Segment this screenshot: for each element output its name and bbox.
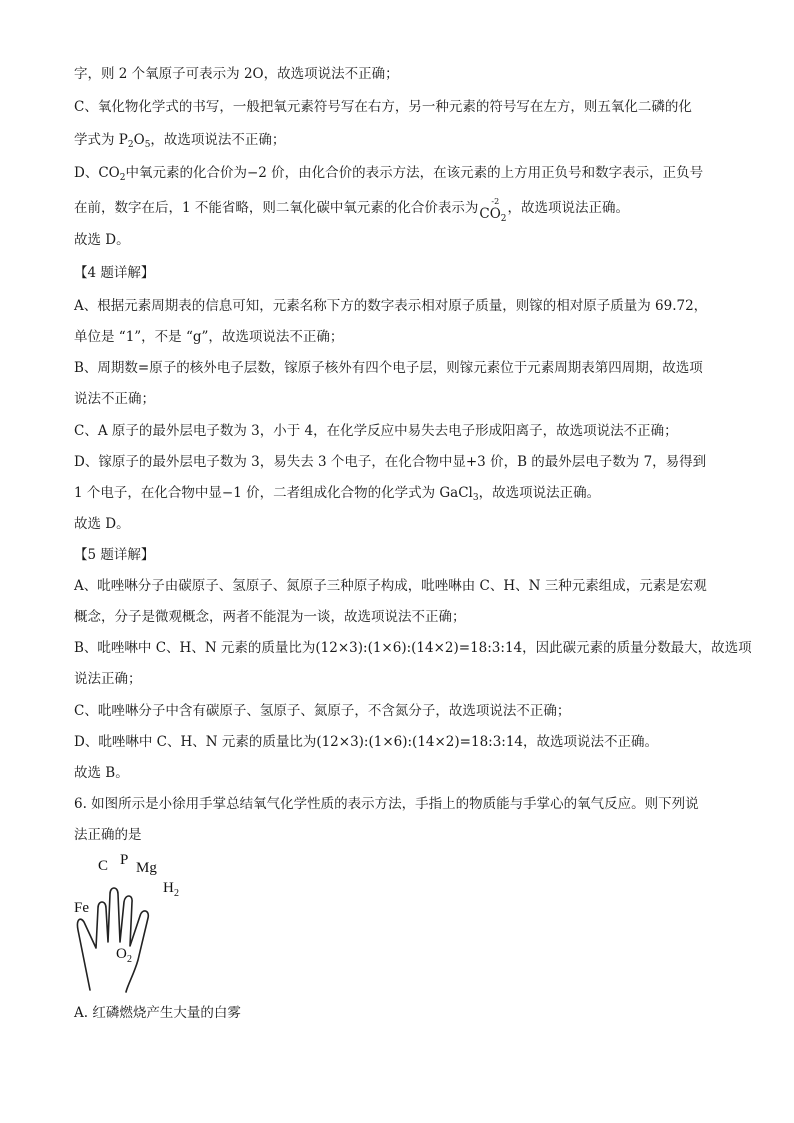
text: ，故选项说法不正确；: [150, 132, 286, 148]
text: 概念，分子是微观概念，两者不能混为一谈，故选项说法不正确；: [74, 609, 466, 625]
subscript: 2: [127, 140, 134, 150]
section-heading: [74, 263, 724, 283]
hand-diagram: [68, 850, 178, 1000]
valence-formula: [479, 197, 507, 224]
text-line: [74, 230, 724, 250]
text: B、周期数=原子的核外电子层数，镓原子核外有四个电子层，则镓元素位于元素周期表第四周期，故选项: [74, 360, 703, 376]
label-o: O: [116, 946, 127, 962]
text: O: [133, 132, 145, 148]
text-line: [74, 669, 724, 689]
question-6: [74, 794, 724, 814]
text: 6. 如图所示是小徐用手掌总结氧气化学性质的表示方法，手指上的物质能与手掌心的氧气反应。则下列说: [74, 796, 699, 812]
subscript: 2: [500, 214, 507, 224]
text-line: [74, 97, 724, 117]
text-line: [74, 421, 724, 441]
section-heading: [74, 545, 724, 565]
text-line: [74, 197, 724, 224]
text: ，故选项说法正确。: [507, 200, 630, 216]
text-line: [74, 327, 724, 347]
text-line: [74, 825, 724, 845]
subscript: 3: [472, 493, 479, 503]
text: 1 个电子，在化合物中显−1 价，二者组成化合物的化学式为 GaCl: [74, 485, 473, 501]
subscript: 5: [144, 140, 151, 150]
text-line: [74, 732, 724, 752]
text: 法正确的是: [74, 827, 142, 843]
text: C、吡唑啉分子中含有碳原子、氢原子、氮原子，不含氮分子，故选项说法不正确；: [74, 703, 571, 719]
text: 在前，数字在后，1 不能省略，则二氧化碳中氧元素的化合价表示为: [74, 200, 479, 216]
text: ，故选项说法正确。: [478, 485, 601, 501]
text: 说法不正确；: [74, 391, 155, 407]
text: 学式为 P: [74, 132, 128, 148]
text: A、吡唑啉分子由碳原子、氢原子、氮原子三种原子构成，吡唑啉由 C、H、N 三种元素组成，元素是宏观: [74, 578, 707, 594]
text: 中氧元素的化合价为−2 价，由化合价的表示方法，在该元素的上方用正负号和数字表示，正负号: [125, 165, 704, 181]
text-line: [74, 64, 724, 84]
label-h-sub: 2: [174, 888, 179, 899]
text-line: [74, 163, 724, 183]
text: B、吡唑啉中 C、H、N 元素的质量比为(12×3):(1×6):(14×2)=18:3:14，因此碳元素的质量分数最大，故选项: [74, 640, 752, 656]
text-line: [74, 296, 724, 316]
hand-illustration: [68, 850, 178, 1000]
label-c: C: [98, 858, 109, 874]
text: C、氧化物化学式的书写，一般把氧元素符号写在右方，另一种元素的符号写在左方，则五氧化二磷的化: [74, 99, 692, 115]
text: 【4 题详解】: [74, 265, 155, 281]
text: 故选 B。: [74, 765, 129, 781]
text-line: [74, 483, 724, 503]
text: D、CO: [74, 165, 120, 181]
label-mg: Mg: [136, 860, 157, 876]
text-line: [74, 638, 752, 658]
label-p: P: [120, 852, 129, 868]
text-line: [74, 514, 724, 534]
valence-superscript: -2: [491, 197, 500, 206]
text-line: [74, 607, 724, 627]
text: 故选 D。: [74, 516, 130, 532]
text-line: [74, 576, 724, 596]
text-line: [74, 763, 724, 783]
text-line: [74, 358, 724, 378]
text-line: [74, 452, 724, 472]
text: A. 红磷燃烧产生大量的白雾: [74, 1005, 241, 1021]
text: C、A 原子的最外层电子数为 3，小于 4，在化学反应中易失去电子形成阳离子，故选项说法不正确；: [74, 423, 678, 439]
text-line: [74, 701, 724, 721]
subscript: 2: [119, 173, 126, 183]
label-o-sub: 2: [127, 954, 132, 965]
text-line: [74, 389, 724, 409]
text: 单位是 “1”，不是 “g”，故选项说法不正确；: [74, 329, 344, 345]
text-line: [74, 130, 724, 150]
text: 故选 D。: [74, 232, 130, 248]
text: 字，则 2 个氧原子可表示为 2O，故选项说法不正确；: [74, 66, 399, 82]
text: 说法正确；: [74, 671, 142, 687]
formula-text: CO: [479, 206, 501, 222]
text: D、镓原子的最外层电子数为 3，易失去 3 个电子，在化合物中显+3 价，B 的最外层电子数为 7，易得到: [74, 454, 707, 470]
label-fe: Fe: [74, 900, 89, 916]
option-a: [74, 1003, 724, 1023]
text: D、吡唑啉中 C、H、N 元素的质量比为(12×3):(1×6):(14×2)=18:3:14，故选项说法不正确。: [74, 734, 659, 750]
label-h: H: [163, 880, 174, 896]
text: 【5 题详解】: [74, 547, 155, 563]
text: A、根据元素周期表的信息可知，元素名称下方的数字表示相对原子质量，则镓的相对原子质量为 69.72，: [74, 298, 708, 314]
